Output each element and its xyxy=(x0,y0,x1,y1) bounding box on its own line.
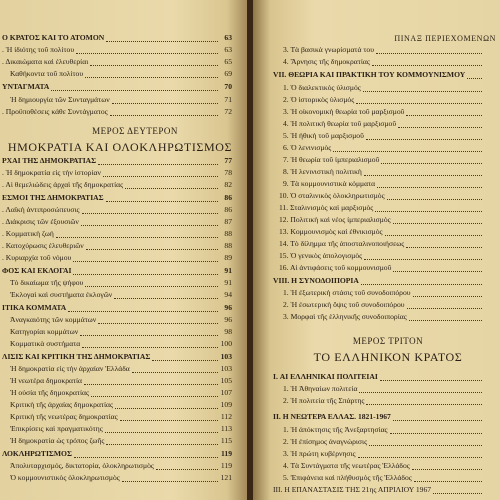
toc-entry-title: ΥΝΤΑΓΜΑΤΑ xyxy=(2,82,50,91)
dot-leader xyxy=(132,365,218,373)
toc-entry xyxy=(10,338,232,350)
toc-entry-title: Κατηγορίαι κομμάτων xyxy=(10,327,79,336)
dot-leader xyxy=(393,216,482,224)
dot-leader xyxy=(90,58,218,66)
toc-entry-title: 4. Ἄρνησις τῆς δημοκρατίας xyxy=(283,57,370,66)
toc-entry-title: Ἡ δημοκρατία ὡς τρόπος ζωῆς xyxy=(10,436,105,445)
toc-page-number: 103 xyxy=(220,364,232,373)
toc-page-number: 109 xyxy=(220,400,232,409)
dot-leader xyxy=(356,96,482,104)
toc-page-number: 71 xyxy=(224,95,232,104)
toc-entry-title: 4. Τὰ Συντάγματα τῆς νεωτέρας Ἑλλάδος xyxy=(283,461,410,470)
toc-entry-title: Κριτικὴ τῆς νεωτέρας δημοκρατίας xyxy=(10,412,118,421)
toc-entry-title: . Κομματικὴ ζωή xyxy=(2,229,54,238)
dot-leader xyxy=(81,218,218,226)
toc-entry-title: 13. Κομμουνισμὸς καὶ ἐθνικισμὸς xyxy=(279,227,383,236)
toc-page-number: 88 xyxy=(224,229,232,238)
toc-entry-title: Τὸ δικαίωμα τῆς ψήφου xyxy=(10,278,84,287)
part-three-label: ΜΕΡΟΣ ΤΡΙΤΟΝ xyxy=(352,336,424,346)
toc-entry xyxy=(2,155,232,167)
toc-entry xyxy=(10,460,232,472)
toc-entry-title: 9. Τὰ κομμουνιστικὰ κόμματα xyxy=(283,179,376,188)
toc-entry xyxy=(2,106,232,118)
dot-leader xyxy=(390,426,482,434)
dot-leader xyxy=(363,84,482,92)
toc-entry-title: 5. Ἐπιφάνεια καὶ πλήθυσμὸς τῆς Ἑλλάδος xyxy=(283,473,412,482)
toc-entry xyxy=(283,94,496,106)
toc-entry-title: 3. Μορφαὶ τῆς ἑλληνικῆς συνοδοιπορίας xyxy=(283,312,407,321)
toc-entry xyxy=(10,435,232,447)
toc-entry-title: 2. Ἡ ἐσωτερικὴ ὄψις τοῦ συνοδοιπόρου xyxy=(283,300,405,309)
toc-entry-title: Ἀπολυταρχισμός, δικτατορία, ὁλοκληρωτισμὸς xyxy=(10,461,154,470)
dot-leader xyxy=(369,438,482,446)
dot-leader xyxy=(112,96,218,104)
dot-leader xyxy=(68,304,218,312)
right-page xyxy=(253,0,500,500)
toc-page-number: 63 xyxy=(224,45,232,54)
toc-entry xyxy=(2,228,232,240)
dot-leader xyxy=(361,277,482,285)
toc-entry-title: . Διάκρισις τῶν ἐξουσιῶν xyxy=(2,217,79,226)
toc-entry-title: Κομματικὰ συστήματα xyxy=(10,339,81,348)
toc-entry-title: VII. ΘΕΩΡΙΑ ΚΑΙ ΠΡΑΚΤΙΚΗ ΤΟΥ ΚΟΜΜΟΥΝΙΣΜΟΥ xyxy=(273,70,466,79)
dot-leader xyxy=(381,156,482,164)
toc-entry xyxy=(10,423,232,435)
toc-entry-title: ΦΟΣ ΚΑΙ ΕΚΛΟΓΑΙ xyxy=(2,266,72,275)
toc-page-number: 98 xyxy=(224,327,232,336)
toc-entry xyxy=(2,56,232,68)
toc-page-number: 70 xyxy=(224,82,232,91)
toc-page-number: 96 xyxy=(224,315,232,324)
dot-leader xyxy=(73,254,218,262)
toc-entry-title: Ἡ δημοκρατία εἰς τὴν ἀρχαίαν Ἑλλάδα xyxy=(10,364,130,373)
dot-leader xyxy=(156,462,218,470)
toc-page-number: 72 xyxy=(224,107,232,116)
toc-entry xyxy=(283,287,496,299)
toc-entry-title: 11. Σταλινισμὸς καὶ μαρξισμὸς xyxy=(279,203,374,212)
toc-entry xyxy=(283,106,496,118)
toc-entry-title: . Κατοχύρωσις ἐλευθεριῶν xyxy=(2,241,84,250)
dot-leader xyxy=(74,450,218,458)
toc-entry xyxy=(283,460,496,472)
dot-leader xyxy=(106,437,218,445)
toc-entry-title: VIII. Η ΣΥΝΟΔΟΙΠΟΡΙΑ xyxy=(273,276,359,285)
toc-page-number: 119 xyxy=(221,449,232,458)
dot-leader xyxy=(106,34,218,42)
toc-entry-title: 4. Ἡ πολιτικὴ θεωρία τοῦ μαρξισμοῦ xyxy=(283,119,397,128)
toc-entry xyxy=(2,265,232,277)
toc-entry xyxy=(283,424,496,436)
dot-leader xyxy=(80,328,218,336)
dot-leader xyxy=(406,108,482,116)
toc-entry xyxy=(283,311,496,323)
dot-leader xyxy=(377,180,482,188)
toc-entry xyxy=(2,44,232,56)
toc-entry xyxy=(2,302,232,314)
dot-leader xyxy=(375,204,482,212)
toc-entry xyxy=(283,154,496,166)
dot-leader xyxy=(366,397,482,405)
toc-entry-title: 3. Τὰ βασικὰ γνωρίσματά του xyxy=(283,45,374,54)
dot-leader xyxy=(91,389,218,397)
toc-entry-title: Ἐκλογαὶ καὶ συστήματα ἐκλογῶν xyxy=(10,290,113,299)
toc-entry xyxy=(2,216,232,228)
dot-leader xyxy=(398,120,482,128)
toc-page-number: 94 xyxy=(224,290,232,299)
toc-entry-title: 14. Τὸ δίλημμα τῆς ἀποσταλινοποιήσεως xyxy=(279,239,405,248)
toc-entry-title: 2. Ὁ ἱστορικὸς ὑλισμός xyxy=(283,95,355,104)
toc-entry xyxy=(273,371,496,383)
toc-entry xyxy=(283,436,496,448)
toc-entry-title: ΕΣΜΟΙ ΤΗΣ ΔΗΜΟΚΡΑΤΙΑΣ xyxy=(2,193,104,202)
dot-leader xyxy=(387,192,482,200)
dot-leader xyxy=(358,450,482,458)
toc-page-number: 89 xyxy=(224,253,232,262)
toc-entry-title: 10. Ὁ σταλινικὸς ὁλοκληρωτισμὸς xyxy=(279,191,385,200)
dot-leader xyxy=(393,264,482,272)
toc-entry-title: 5. Ἡ ἠθικὴ τοῦ μαρξισμοῦ xyxy=(283,131,364,140)
toc-entry-title: . Λαϊκὴ ἀντιπροσώπευσις xyxy=(2,205,80,214)
toc-entry xyxy=(283,166,496,178)
dot-leader xyxy=(372,58,482,66)
toc-entry-title: I. ΑΙ ΕΛΛΗΝΙΚΑΙ ΠΟΛΙΤΕΙΑΙ xyxy=(273,372,378,381)
dot-leader xyxy=(376,46,482,54)
dot-leader xyxy=(359,385,482,393)
dot-leader xyxy=(85,70,218,78)
toc-page-number: 91 xyxy=(224,278,232,287)
toc-entry xyxy=(10,399,232,411)
toc-entry-title: Ἡ οὐσία τῆς δημοκρατίας xyxy=(10,388,90,397)
toc-entry xyxy=(273,484,496,496)
dot-leader xyxy=(125,181,218,189)
toc-page-number: 82 xyxy=(224,180,232,189)
toc-entry-title: 6. Ὁ λενινισμὸς xyxy=(283,143,332,152)
toc-entry-title: 1. Ὁ διαλεκτικὸς ὑλισμός xyxy=(283,83,361,92)
toc-entry xyxy=(283,383,496,395)
dot-leader xyxy=(409,313,482,321)
dot-leader xyxy=(413,289,482,297)
dot-leader xyxy=(86,242,218,250)
dot-leader xyxy=(364,252,482,260)
dot-leader xyxy=(105,425,218,433)
dot-leader xyxy=(366,132,482,140)
toc-entry xyxy=(10,375,232,387)
toc-entry-title: Καθήκοντα τοῦ πολίτου xyxy=(10,69,84,78)
dot-leader xyxy=(98,316,218,324)
toc-entry xyxy=(283,82,496,94)
dot-leader xyxy=(152,353,218,361)
dot-leader xyxy=(433,486,482,494)
toc-entry-title: 1. Ἡ ἀπόκτησις τῆς Ἀνεξαρτησίας xyxy=(283,425,388,434)
toc-page-number: 96 xyxy=(224,303,232,312)
dot-leader xyxy=(414,474,482,482)
toc-entry-title: ΙΤΙΚΑ ΚΟΜΜΑΤΑ xyxy=(2,303,67,312)
toc-entry xyxy=(279,202,496,214)
dot-leader xyxy=(76,46,218,54)
toc-entry-title: 16. Αἱ ἀντιφάσεις τοῦ κομμουνισμοῦ xyxy=(279,263,392,272)
toc-page-number: 107 xyxy=(220,388,232,397)
toc-entry-title: Ὁ κομμουνιστικὸς ὁλοκληρωτισμὸς xyxy=(10,473,120,482)
toc-entry-title: . Ἡ δημοκρατία εἰς τὴν ἱστορίαν xyxy=(2,168,101,177)
part-two-label: ΜΕΡΟΣ ΔΕΥΤΕΡΟΝ xyxy=(92,126,178,136)
toc-entry-title: Ἡ νεωτέρα δημοκρατία xyxy=(10,376,83,385)
dot-leader xyxy=(98,157,218,165)
page-header: ΠΙΝΑΞ ΠΕΡΙΕΧΟΜΕΝΩΝ xyxy=(394,34,496,43)
toc-entry xyxy=(2,81,232,93)
toc-entry xyxy=(10,411,232,423)
toc-page-number: 115 xyxy=(220,436,232,445)
toc-entry xyxy=(279,250,496,262)
toc-page-number: 112 xyxy=(220,412,232,421)
toc-page-number: 65 xyxy=(224,57,232,66)
toc-entry-title: ΛΟΚΛΗΡΩΤΙΣΜΟΣ xyxy=(2,449,72,458)
toc-entry-title: 3. Ἡ πρώτη κυβέρνησις xyxy=(283,449,356,458)
dot-leader xyxy=(56,230,218,238)
toc-entry-title: III. Η ΕΠΑΝΑΣΤΑΣΙΣ ΤΗΣ 21ης ΑΠΡΙΛΙΟΥ 1967 xyxy=(273,485,432,494)
part-two-title: ΗΜΟΚΡΑΤΙΑ ΚΑΙ ΟΛΟΚΛΗΡΩΤΙΣΜΟΣ xyxy=(7,140,233,154)
toc-entry xyxy=(283,448,496,460)
left-page xyxy=(0,0,247,500)
toc-page-number: 87 xyxy=(224,217,232,226)
part-three-title: ΤΟ ΕΛΛΗΝΙΚΟΝ ΚΡΑΤΟΣ xyxy=(313,350,463,364)
dot-leader xyxy=(110,108,218,116)
toc-entry-title: 12. Πολιτικὴ καὶ νέος ἰμπεριαλισμὸς xyxy=(279,215,391,224)
dot-leader xyxy=(82,340,218,348)
toc-entry-title: . Δικαιώματα καὶ ἐλευθερίαι xyxy=(2,57,89,66)
toc-entry-title: ΛΙΣΙΣ ΚΑΙ ΚΡΙΤΙΚΗ ΤΗΣ ΔΗΜΟΚΡΑΤΙΑΣ xyxy=(2,352,151,361)
toc-entry xyxy=(283,56,496,68)
toc-entry xyxy=(10,326,232,338)
toc-entry xyxy=(10,289,232,301)
toc-entry xyxy=(10,277,232,289)
toc-entry xyxy=(273,411,496,423)
toc-page-number: 119 xyxy=(220,461,232,470)
dot-leader xyxy=(51,83,218,91)
dot-leader xyxy=(380,373,482,381)
toc-entry xyxy=(273,69,496,81)
dot-leader xyxy=(364,168,482,176)
toc-page-number: 77 xyxy=(224,156,232,165)
toc-entry xyxy=(279,214,496,226)
toc-page-number: 100 xyxy=(220,339,232,348)
toc-page-number: 86 xyxy=(224,205,232,214)
toc-entry xyxy=(2,32,232,44)
toc-entry xyxy=(2,204,232,216)
toc-entry xyxy=(10,68,232,80)
toc-entry-title: 1. Ἡ Ἀθηναίων πολιτεία xyxy=(283,384,358,393)
toc-page-number: 63 xyxy=(224,33,232,42)
toc-entry xyxy=(2,351,232,363)
toc-entry xyxy=(2,179,232,191)
toc-entry xyxy=(283,395,496,407)
toc-entry-title: 2. Ἡ ἐπίσημος ἀναγνώρισις xyxy=(283,437,368,446)
toc-entry xyxy=(10,363,232,375)
toc-entry xyxy=(283,178,496,190)
toc-page-number: 103 xyxy=(220,352,232,361)
toc-entry xyxy=(283,299,496,311)
toc-entry xyxy=(10,94,232,106)
dot-leader xyxy=(467,71,482,79)
toc-page-number: 86 xyxy=(224,193,232,202)
toc-page-number: 113 xyxy=(220,424,232,433)
toc-entry xyxy=(2,240,232,252)
toc-entry-title: . Αἱ θεμελιώδεις ἀρχαὶ τῆς δημοκρατίας xyxy=(2,180,124,189)
toc-entry-title: . Κυριαρχία τοῦ νόμου xyxy=(2,253,72,262)
toc-entry xyxy=(279,262,496,274)
dot-leader xyxy=(393,413,482,421)
toc-entry xyxy=(10,387,232,399)
dot-leader xyxy=(333,144,482,152)
toc-entry xyxy=(279,238,496,250)
toc-entry xyxy=(10,314,232,326)
dot-leader xyxy=(85,279,218,287)
toc-entry-title: Ἀναγκαιότης τῶν κομμάτων xyxy=(10,315,97,324)
toc-entry-title: . Ἡ ἰδιότης τοῦ πολίτου xyxy=(2,45,75,54)
toc-entry xyxy=(283,142,496,154)
dot-leader xyxy=(120,413,218,421)
dot-leader xyxy=(406,240,482,248)
toc-entry-title: 15. Ὁ γενικὸς ἀπολογισμὸς xyxy=(279,251,363,260)
dot-leader xyxy=(385,228,482,236)
dot-leader xyxy=(407,301,482,309)
toc-page-number: 88 xyxy=(224,241,232,250)
dot-leader xyxy=(73,267,218,275)
toc-entry xyxy=(10,472,232,484)
toc-entry xyxy=(279,190,496,202)
toc-entry-title: Ἐπικρίσεις καὶ πραγματικότης xyxy=(10,424,103,433)
toc-entry xyxy=(2,192,232,204)
dot-leader xyxy=(82,206,218,214)
toc-entry-title: II. Η ΝΕΩΤΕΡΑ ΕΛΛΑΣ. 1821-1967 xyxy=(273,412,391,421)
toc-entry-title: Κριτικὴ τῆς ἀρχαίας δημοκρατίας xyxy=(10,400,114,409)
toc-page-number: 91 xyxy=(224,266,232,275)
dot-leader xyxy=(106,194,218,202)
toc-page-number: 78 xyxy=(224,168,232,177)
toc-page-number: 69 xyxy=(224,69,232,78)
toc-entry-title: 7. Ἡ θεωρία τοῦ ἰμπεριαλισμοῦ xyxy=(283,155,380,164)
toc-entry-title: . Προϋποθέσεις κάθε Συντάγματος xyxy=(2,107,108,116)
toc-entry xyxy=(273,275,496,287)
toc-entry-title: 8. Ἡ λενινιστικὴ πολιτικὴ xyxy=(283,167,362,176)
toc-entry xyxy=(283,118,496,130)
toc-entry-title: 2. Ἡ πολιτεία τῆς Σπάρτης xyxy=(283,396,365,405)
toc-page-number: 121 xyxy=(220,473,232,482)
toc-entry xyxy=(283,130,496,142)
toc-page-number: 105 xyxy=(220,376,232,385)
dot-leader xyxy=(115,401,218,409)
toc-entry-title: Ο ΚΡΑΤΟΣ ΚΑΙ ΤΟ ΑΤΟΜΟΝ xyxy=(2,33,105,42)
dot-leader xyxy=(412,462,482,470)
toc-entry xyxy=(2,448,232,460)
toc-entry-title: 1. Ἡ ἐξωτερικὴ στάσις τοῦ συνοδοιπόρου xyxy=(283,288,411,297)
toc-entry xyxy=(283,44,496,56)
toc-entry xyxy=(2,167,232,179)
toc-entry-title: ΡΧΑΙ ΤΗΣ ΔΗΜΟΚΡΑΤΙΑΣ xyxy=(2,156,97,165)
toc-entry xyxy=(279,226,496,238)
dot-leader xyxy=(122,474,218,482)
dot-leader xyxy=(103,169,218,177)
toc-entry-title: 3. Ἡ οἰκονομικὴ θεωρία τοῦ μαρξισμοῦ xyxy=(283,107,405,116)
toc-entry xyxy=(283,472,496,484)
dot-leader xyxy=(84,377,218,385)
toc-entry-title: Ἡ δημιουργία τῶν Συνταγμάτων xyxy=(10,95,110,104)
toc-entry xyxy=(2,252,232,264)
dot-leader xyxy=(114,291,218,299)
